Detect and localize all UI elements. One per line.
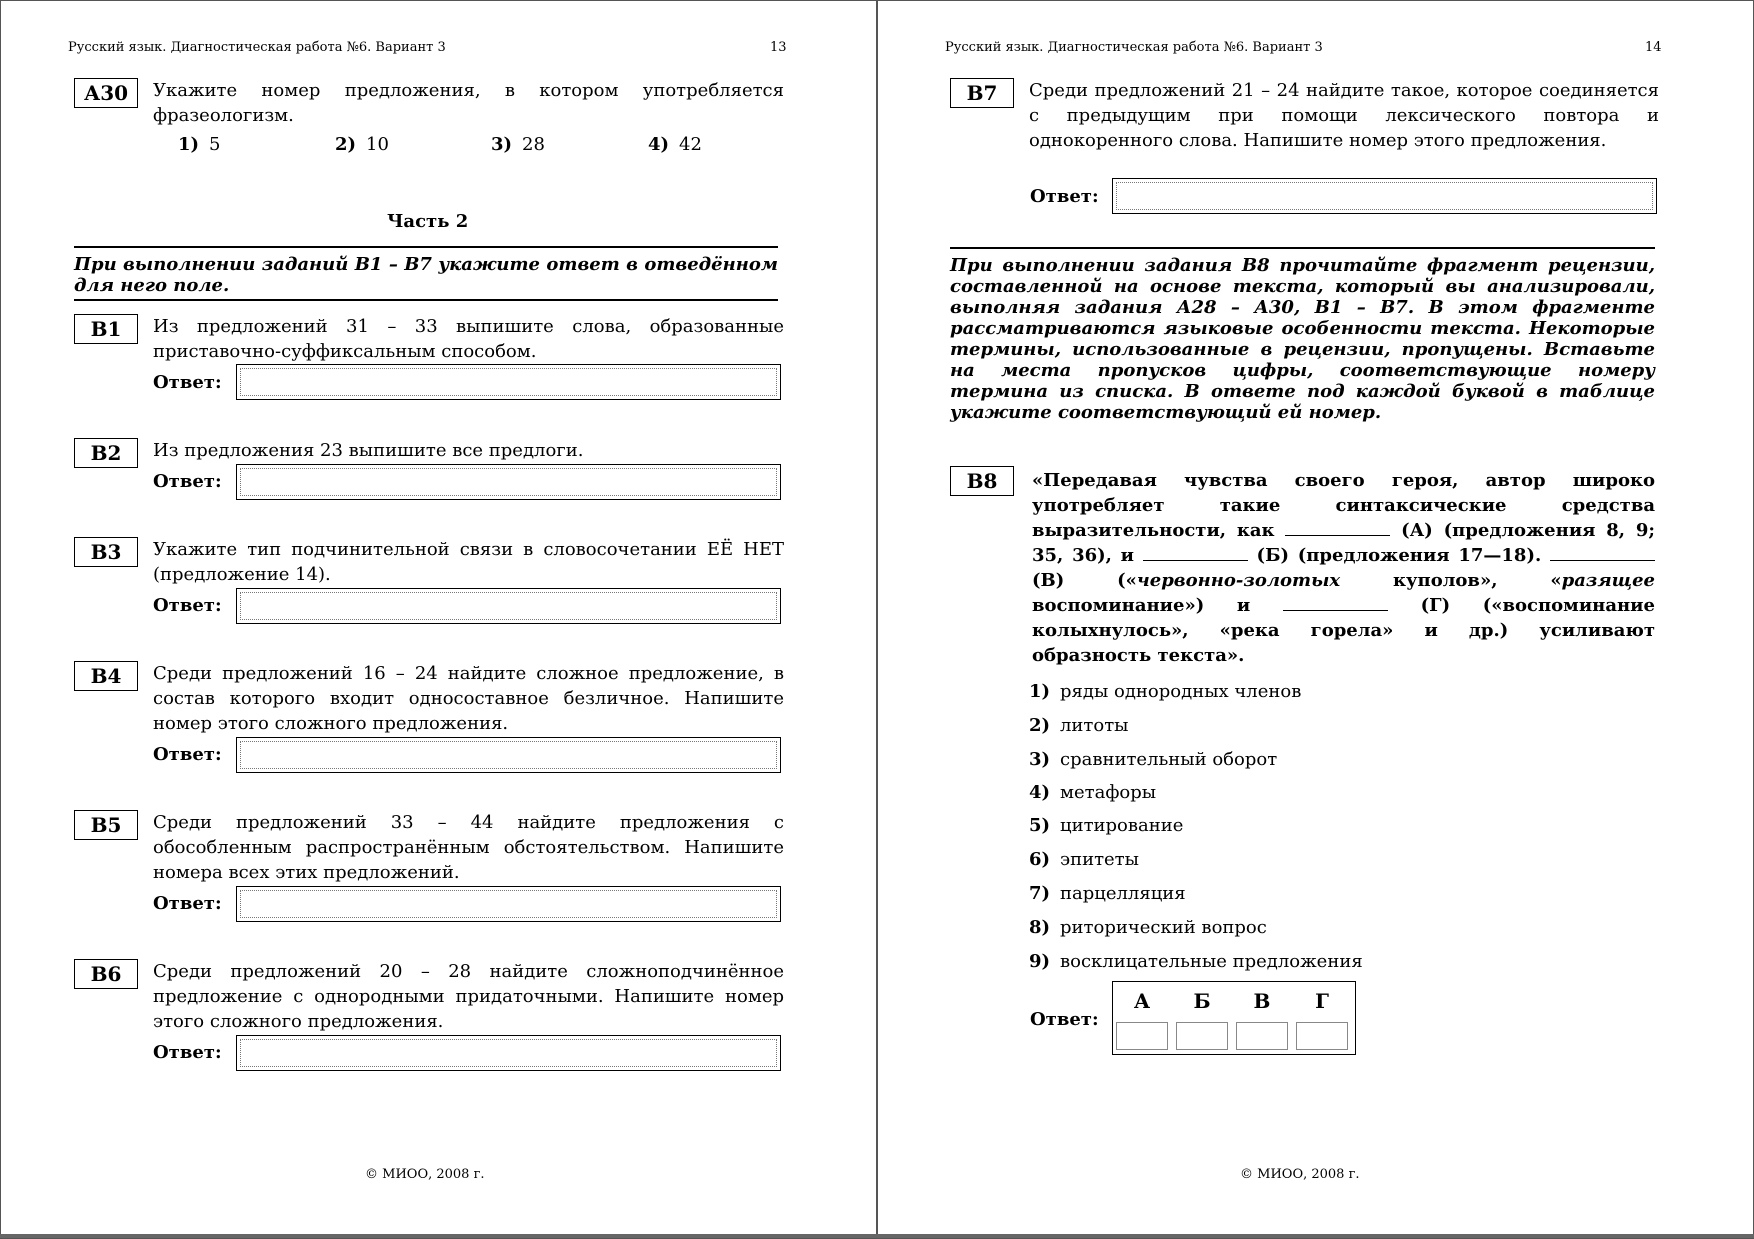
left-page-number: 13 <box>770 40 787 55</box>
right-instruction: При выполнении задания B8 прочитайте фрагмент рецензии, составленной на основе текста, который вы анализировали, выполняя задания А28 – А30, B1 – B7. В этом фрагменте рассматриваются языковые особенности текста. Некоторые термины, использованные в рецензии, пропущены. Вставьте на места пропусков цифры, соответствующие номеру термина из списка. В ответе под каждой буквой в таблице укажите соответствующий ей номер. <box>950 255 1655 423</box>
term-number: 7) <box>1028 883 1050 904</box>
option-number: 1) <box>178 134 200 155</box>
a30-option-3[interactable] <box>491 134 545 155</box>
question-text: Из предложения 23 выпишите все предлоги. <box>153 440 584 461</box>
term-text: парцелляция <box>1060 883 1186 904</box>
table-header-a: А <box>1133 989 1151 1013</box>
answer-cell-v[interactable] <box>1236 1022 1288 1050</box>
option-number: 2) <box>335 134 357 155</box>
question-b6 <box>74 959 784 1039</box>
answer-field-b6[interactable] <box>236 1035 781 1071</box>
answer-label: Ответ: <box>1030 1009 1099 1030</box>
table-header-g: Г <box>1315 989 1329 1013</box>
question-label-b8: B8 <box>950 466 1014 496</box>
answer-label: Ответ: <box>153 1042 222 1063</box>
option-value: 28 <box>522 134 545 155</box>
term-text: восклицательные предложения <box>1060 951 1363 972</box>
part-title: Часть 2 <box>387 211 469 232</box>
bottom-border <box>0 1234 1754 1238</box>
term-5 <box>1028 815 1183 836</box>
b8-text-part: «Передавая чувства своего героя, автор широко употребляет такие синтаксические средства выразительности, как <box>1032 470 1655 541</box>
answer-field-inner <box>240 368 777 396</box>
answer-label: Ответ: <box>153 372 222 393</box>
term-text: метафоры <box>1060 782 1157 803</box>
question-label: B4 <box>74 661 138 691</box>
question-b4 <box>74 661 784 741</box>
option-value: 5 <box>209 134 221 155</box>
term-1 <box>1028 681 1301 702</box>
term-text: риторический вопрос <box>1060 917 1267 938</box>
term-text: литоты <box>1060 715 1129 736</box>
answer-field-b4[interactable] <box>236 737 781 773</box>
question-text: Укажите номер предложения, в котором употребляется фразеологизм. <box>153 80 784 126</box>
instruction-rule-top <box>74 246 778 248</box>
right-header: Русский язык. Диагностическая работа №6. Вариант 3 <box>945 40 1323 55</box>
left-instruction: При выполнении заданий B1 – B7 укажите ответ в отведённом для него поле. <box>74 254 778 296</box>
b8-text-part: воспоминание») и <box>1032 595 1251 616</box>
term-3 <box>1028 749 1277 770</box>
question-label: B1 <box>74 314 138 344</box>
question-text: Среди предложений 33 – 44 найдите предложения с обособленным распространённым обстоятельством. Напишите номера всех этих предложений. <box>153 812 784 883</box>
b8-text-part: (Г) («воспоминание колыхнулось», «река горела» и др.) усиливают образность текста». <box>1032 595 1655 666</box>
a30-option-2[interactable] <box>335 134 389 155</box>
term-text: цитирование <box>1060 815 1184 836</box>
answer-field-inner <box>240 592 777 620</box>
b8-text-part: куполов», « <box>1340 570 1562 591</box>
a30-option-1[interactable] <box>178 134 221 155</box>
option-number: 4) <box>648 134 670 155</box>
answer-label: Ответ: <box>153 595 222 616</box>
term-8 <box>1028 917 1267 938</box>
question-label: B7 <box>950 78 1014 108</box>
question-label: B5 <box>74 810 138 840</box>
table-header-v: В <box>1253 989 1271 1013</box>
question-label: B6 <box>74 959 138 989</box>
term-number: 4) <box>1028 782 1050 803</box>
question-text: Из предложений 31 – 33 выпишите слова, образованные приставочно-суффиксальным способом. <box>153 316 784 362</box>
right-page-number: 14 <box>1645 40 1662 55</box>
option-value: 42 <box>679 134 702 155</box>
blank-b <box>1143 544 1248 561</box>
answer-label: Ответ: <box>153 471 222 492</box>
left-footer: © МИОО, 2008 г. <box>365 1167 485 1182</box>
left-header: Русский язык. Диагностическая работа №6. Вариант 3 <box>68 40 446 55</box>
term-6 <box>1028 849 1139 870</box>
answer-table-b8 <box>1112 981 1356 1055</box>
option-number: 3) <box>491 134 513 155</box>
b8-text-italic: разящее <box>1561 570 1655 591</box>
right-footer: © МИОО, 2008 г. <box>1240 1167 1360 1182</box>
blank-a <box>1285 519 1390 536</box>
answer-label: Ответ: <box>153 744 222 765</box>
b8-review-text <box>1032 468 1655 668</box>
answer-field-inner <box>240 1039 777 1067</box>
question-text: Укажите тип подчинительной связи в словосочетании ЕЁ НЕТ (предложение 14). <box>153 539 784 585</box>
answer-field-inner <box>1116 182 1653 210</box>
blank-g <box>1283 594 1388 611</box>
b8-text-part: (Б) (предложения 17—18). <box>1256 545 1542 566</box>
instruction-rule-bottom <box>74 299 778 301</box>
term-text: ряды однородных членов <box>1060 681 1302 702</box>
b8-text-part: (А) (предложения 8, 9; 35, 36), и <box>1032 520 1655 566</box>
answer-label: Ответ: <box>153 893 222 914</box>
question-label: B3 <box>74 537 138 567</box>
answer-field-b1[interactable] <box>236 364 781 400</box>
answer-label: Ответ: <box>1030 186 1099 207</box>
answer-field-b5[interactable] <box>236 886 781 922</box>
term-text: эпитеты <box>1060 849 1139 870</box>
page-spine <box>876 0 878 1239</box>
term-number: 1) <box>1028 681 1050 702</box>
answer-field-inner <box>240 468 777 496</box>
answer-field-b2[interactable] <box>236 464 781 500</box>
answer-field-inner <box>240 890 777 918</box>
term-number: 5) <box>1028 815 1050 836</box>
b8-text-part: (В) (« <box>1032 570 1137 591</box>
blank-v <box>1550 544 1655 561</box>
question-text: Среди предложений 16 – 24 найдите сложное предложение, в состав которого входит односоставное безличное. Напишите номер этого сложного предложения. <box>153 663 784 734</box>
question-text: Среди предложений 21 – 24 найдите такое, которое соединяется с предыдущим при помощи лексического повтора и однокоренного слова. Напишите номер этого предложения. <box>1029 80 1659 151</box>
term-2 <box>1028 715 1129 736</box>
term-number: 9) <box>1028 951 1050 972</box>
term-9 <box>1028 951 1363 972</box>
term-number: 3) <box>1028 749 1050 770</box>
option-value: 10 <box>366 134 389 155</box>
b8-text-italic: червонно-золотых <box>1136 570 1341 591</box>
answer-cell-g[interactable] <box>1296 1022 1348 1050</box>
term-text: сравнительный оборот <box>1060 749 1278 770</box>
answer-field-b7[interactable] <box>1112 178 1657 214</box>
answer-cell-b[interactable] <box>1176 1022 1228 1050</box>
answer-cell-a[interactable] <box>1116 1022 1168 1050</box>
term-4 <box>1028 782 1156 803</box>
question-text: Среди предложений 20 – 28 найдите сложноподчинённое предложение с однородными придаточными. Напишите номер этого сложного предложения. <box>153 961 784 1032</box>
question-b5 <box>74 810 784 890</box>
right-instruction-rule <box>950 247 1655 249</box>
question-label: А30 <box>74 78 138 108</box>
a30-option-4[interactable] <box>648 134 702 155</box>
term-number: 8) <box>1028 917 1050 938</box>
term-number: 2) <box>1028 715 1050 736</box>
question-label: B2 <box>74 438 138 468</box>
answer-field-b3[interactable] <box>236 588 781 624</box>
table-header-b: Б <box>1193 989 1211 1013</box>
answer-field-inner <box>240 741 777 769</box>
question-b7 <box>950 78 1660 178</box>
term-number: 6) <box>1028 849 1050 870</box>
term-7 <box>1028 883 1186 904</box>
